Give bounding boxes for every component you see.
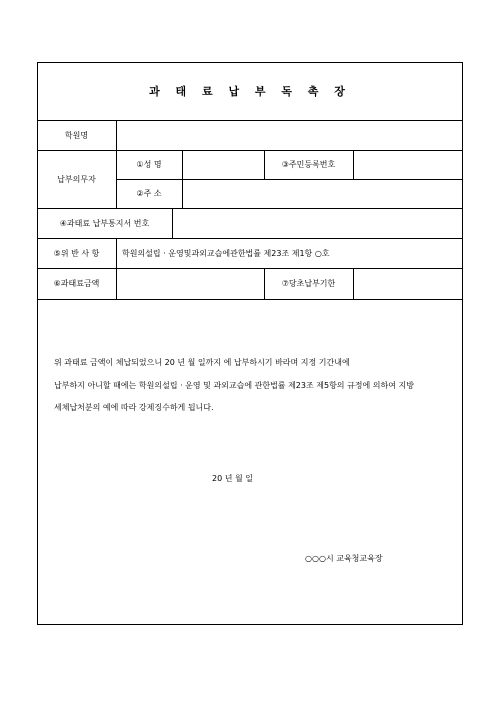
violation-text: 학원의설립 · 운영및과외교습에관한법률 제23조 제1항 ○호 (122, 248, 330, 258)
column-divider (172, 208, 173, 238)
body-line-2: 납부하지 아니할 때에는 학원의설립 · 운영 및 과외교습에 관한법률 제23조 제5항의 규정에 의하여 지방 (54, 381, 414, 390)
name-label: ①성 명 (136, 160, 162, 169)
document-title: 과 태 료 납 부 독 촉 장 (149, 85, 351, 98)
column-divider (182, 150, 183, 208)
body-line-3: 세체납처분의 예에 따라 강제징수하게 됩니다. (54, 403, 214, 412)
original-deadline-label: ⑦당초납부기한 (281, 279, 336, 288)
column-divider (353, 268, 354, 299)
body-line-1: 위 과태료 금액이 체납되었으니 20 년 월 일까지 에 납부하시기 바라며 지정 기간내에 (54, 358, 350, 367)
row-divider (37, 299, 463, 300)
column-divider (353, 150, 354, 179)
academy-name-label: 학원명 (64, 130, 89, 140)
violation-label: ⑤위 반 사 항 (53, 248, 100, 258)
address-label: ②주 소 (136, 189, 162, 198)
column-divider (116, 238, 117, 299)
issue-date: 20 년 월 일 (212, 474, 253, 483)
resident-number-label: ③주민등록번호 (281, 160, 336, 169)
notice-number-label: ④과태료 납부통지서 번호 (59, 218, 150, 228)
fine-amount-label: ⑥과태료금액 (53, 279, 100, 288)
issuer-name: ○○○시 교육청교육장 (305, 554, 383, 563)
obligor-label: 납부의무자 (57, 174, 96, 184)
